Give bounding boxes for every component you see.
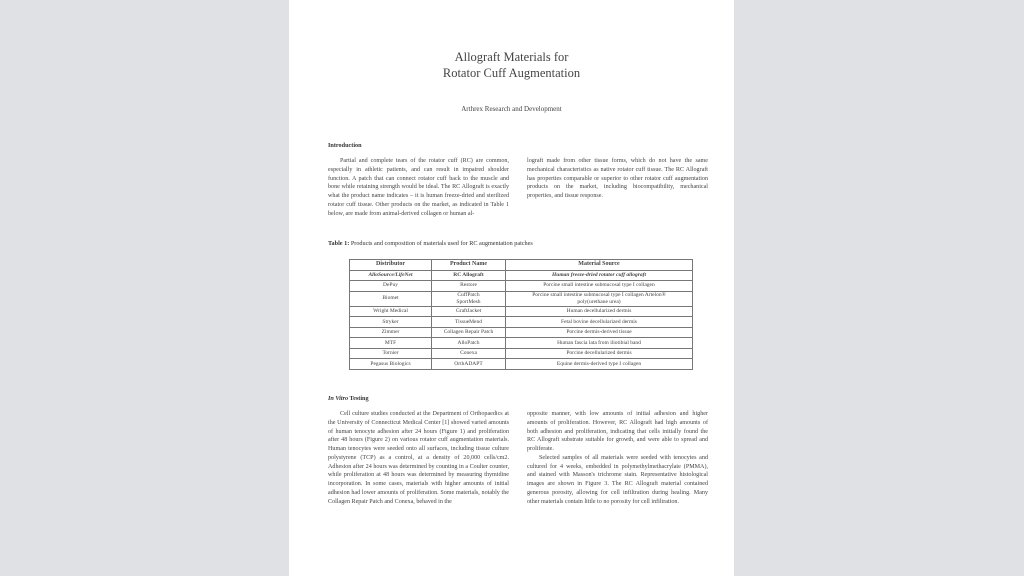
- table-cell: Biomet: [350, 291, 432, 306]
- products-table: [349, 259, 693, 370]
- table-cell: Stryker: [350, 317, 432, 328]
- document-title: [289, 49, 734, 81]
- introduction-heading: Introduction: [328, 142, 362, 149]
- table-row: [350, 348, 693, 359]
- in-vitro-heading-italic: In Vitro: [328, 395, 349, 402]
- table-cell: Pegasus Biologics: [350, 359, 432, 370]
- table-cell: Porcine dermis-derived tissue: [506, 327, 693, 338]
- table-row: [350, 338, 693, 349]
- intro-left-column: [328, 157, 509, 218]
- table-row: [350, 270, 693, 281]
- table-cell: AlloSource/LifeNet: [350, 270, 432, 281]
- title-line-1: Allograft Materials for: [454, 50, 569, 64]
- table-cell: Equine dermis-derived type I collagen: [506, 359, 693, 370]
- table-cell: AlloPatch: [432, 338, 506, 349]
- table-cell: Porcine decellularized dermis: [506, 348, 693, 359]
- table-cell: Collagen Repair Patch: [432, 327, 506, 338]
- table-row: [350, 327, 693, 338]
- table-cell: Fetal bovine decellularized dermis: [506, 317, 693, 328]
- table-cell: GraftJacket: [432, 306, 506, 317]
- vitro-left-column: [328, 410, 509, 506]
- table-row: [350, 306, 693, 317]
- table-cell: Wright Medical: [350, 306, 432, 317]
- table-row: [350, 359, 693, 370]
- table-caption-label: Table 1:: [328, 240, 350, 247]
- intro-right-column: [527, 157, 708, 201]
- table-cell: MTF: [350, 338, 432, 349]
- table-cell: Human freeze-dried rotator cuff allograft: [506, 270, 693, 281]
- table-cell: Conexa: [432, 348, 506, 359]
- document-page: [289, 0, 734, 576]
- table-cell: Zimmer: [350, 327, 432, 338]
- in-vitro-heading: [328, 395, 369, 402]
- vitro-paragraph-right-2: Selected samples of all materials were seeded with tenocytes and cultured for 4 weeks, embedded in polymethylmethacrylate (PMMA), and stained with Masson's trichrome stain. Representative histological images are shown in Figure 3. The RC Allograft material contained generous porosity, allowing for cell infiltration during healing. Many other materials contain little to no porosity for cell infiltration.: [527, 454, 708, 505]
- table-row: [350, 317, 693, 328]
- header-product-name: Product Name: [432, 260, 506, 271]
- title-line-2: Rotator Cuff Augmentation: [442, 66, 581, 80]
- table-cell: Tornier: [350, 348, 432, 359]
- table-row: [350, 281, 693, 292]
- intro-paragraph-right: lograft made from other tissue forms, which do not have the same mechanical characteristics as native rotator cuff tissue. The RC Allograft has properties comparable or superior to other rotator cuff augmentation products on the market, including biocompatibility, mechanical properties, and tissue response.: [527, 158, 708, 199]
- table-cell: RC Allograft: [432, 270, 506, 281]
- table-caption-text: Products and composition of materials used for RC augmentation patches: [350, 240, 533, 247]
- vitro-paragraph-right-1: opposite manner, with low amounts of initial adhesion and higher amounts of proliferation. However, RC Allograft had high amounts of both adhesion and proliferation, indicating that cells initially found the RC Allograft substrate suitable for growth, and were able to spread and proliferate.: [527, 411, 708, 452]
- author-line: Arthrex Research and Development: [461, 105, 562, 113]
- header-material-source: Material Source: [506, 260, 693, 271]
- table-cell: TissueMend: [432, 317, 506, 328]
- table-cell: CuffPatch SportMesh: [432, 291, 506, 306]
- table-row: [350, 291, 693, 306]
- table-cell: Porcine small intestine submucosal type I collagen: [506, 281, 693, 292]
- table-caption: [328, 240, 533, 247]
- in-vitro-heading-rest: Testing: [348, 395, 369, 402]
- header-distributor: Distributor: [350, 260, 432, 271]
- table-header-row: [350, 260, 693, 271]
- intro-paragraph-left: Partial and complete tears of the rotator cuff (RC) are common, especially in athletic patients, and can result in impaired shoulder function. A patch that can connect rotator cuff back to the muscle and bone while retaining strength would be ideal. The RC Allograft is exactly what the product name indicates – it is human freeze-dried and sterilized rotator cuff tissue. Other products on the market, as indicated in Table 1 below, are made from animal-derived collagen or human al-: [328, 158, 509, 217]
- vitro-right-column: [527, 410, 708, 506]
- table-cell: DePuy: [350, 281, 432, 292]
- vitro-paragraph-left: Cell culture studies conducted at the Department of Orthopaedics at the University of Connecticut Medical Center [1] showed varied amounts of human tenocyte adhesion after 24 hours (Figure 1) and proliferation after 48 hours (Figure 2) on various rotator cuff augmentation materials. Human tenocytes were seeded onto all surfaces, including tissue culture polystyrene (TCP) as a control, at a density of 20,000 cells/cm2. Adhesion after 24 hours was determined by counting in a Coulter counter, while proliferation at 48 hours was determined by measuring thymidine incorporation. In some cases, materials with higher amounts of initial adhesion had lower amounts of proliferation. Some materials, notably the Collagen Repair Patch and Conexa, behaved in the: [328, 411, 509, 505]
- table-cell: Porcine small intestine submucosal type I collagen Artelon® poly(urethane urea): [506, 291, 693, 306]
- table-cell: Human fascia lata from iliotibial band: [506, 338, 693, 349]
- table-cell: Restore: [432, 281, 506, 292]
- table-cell: OrthADAPT: [432, 359, 506, 370]
- table-cell: Human decellularized dermis: [506, 306, 693, 317]
